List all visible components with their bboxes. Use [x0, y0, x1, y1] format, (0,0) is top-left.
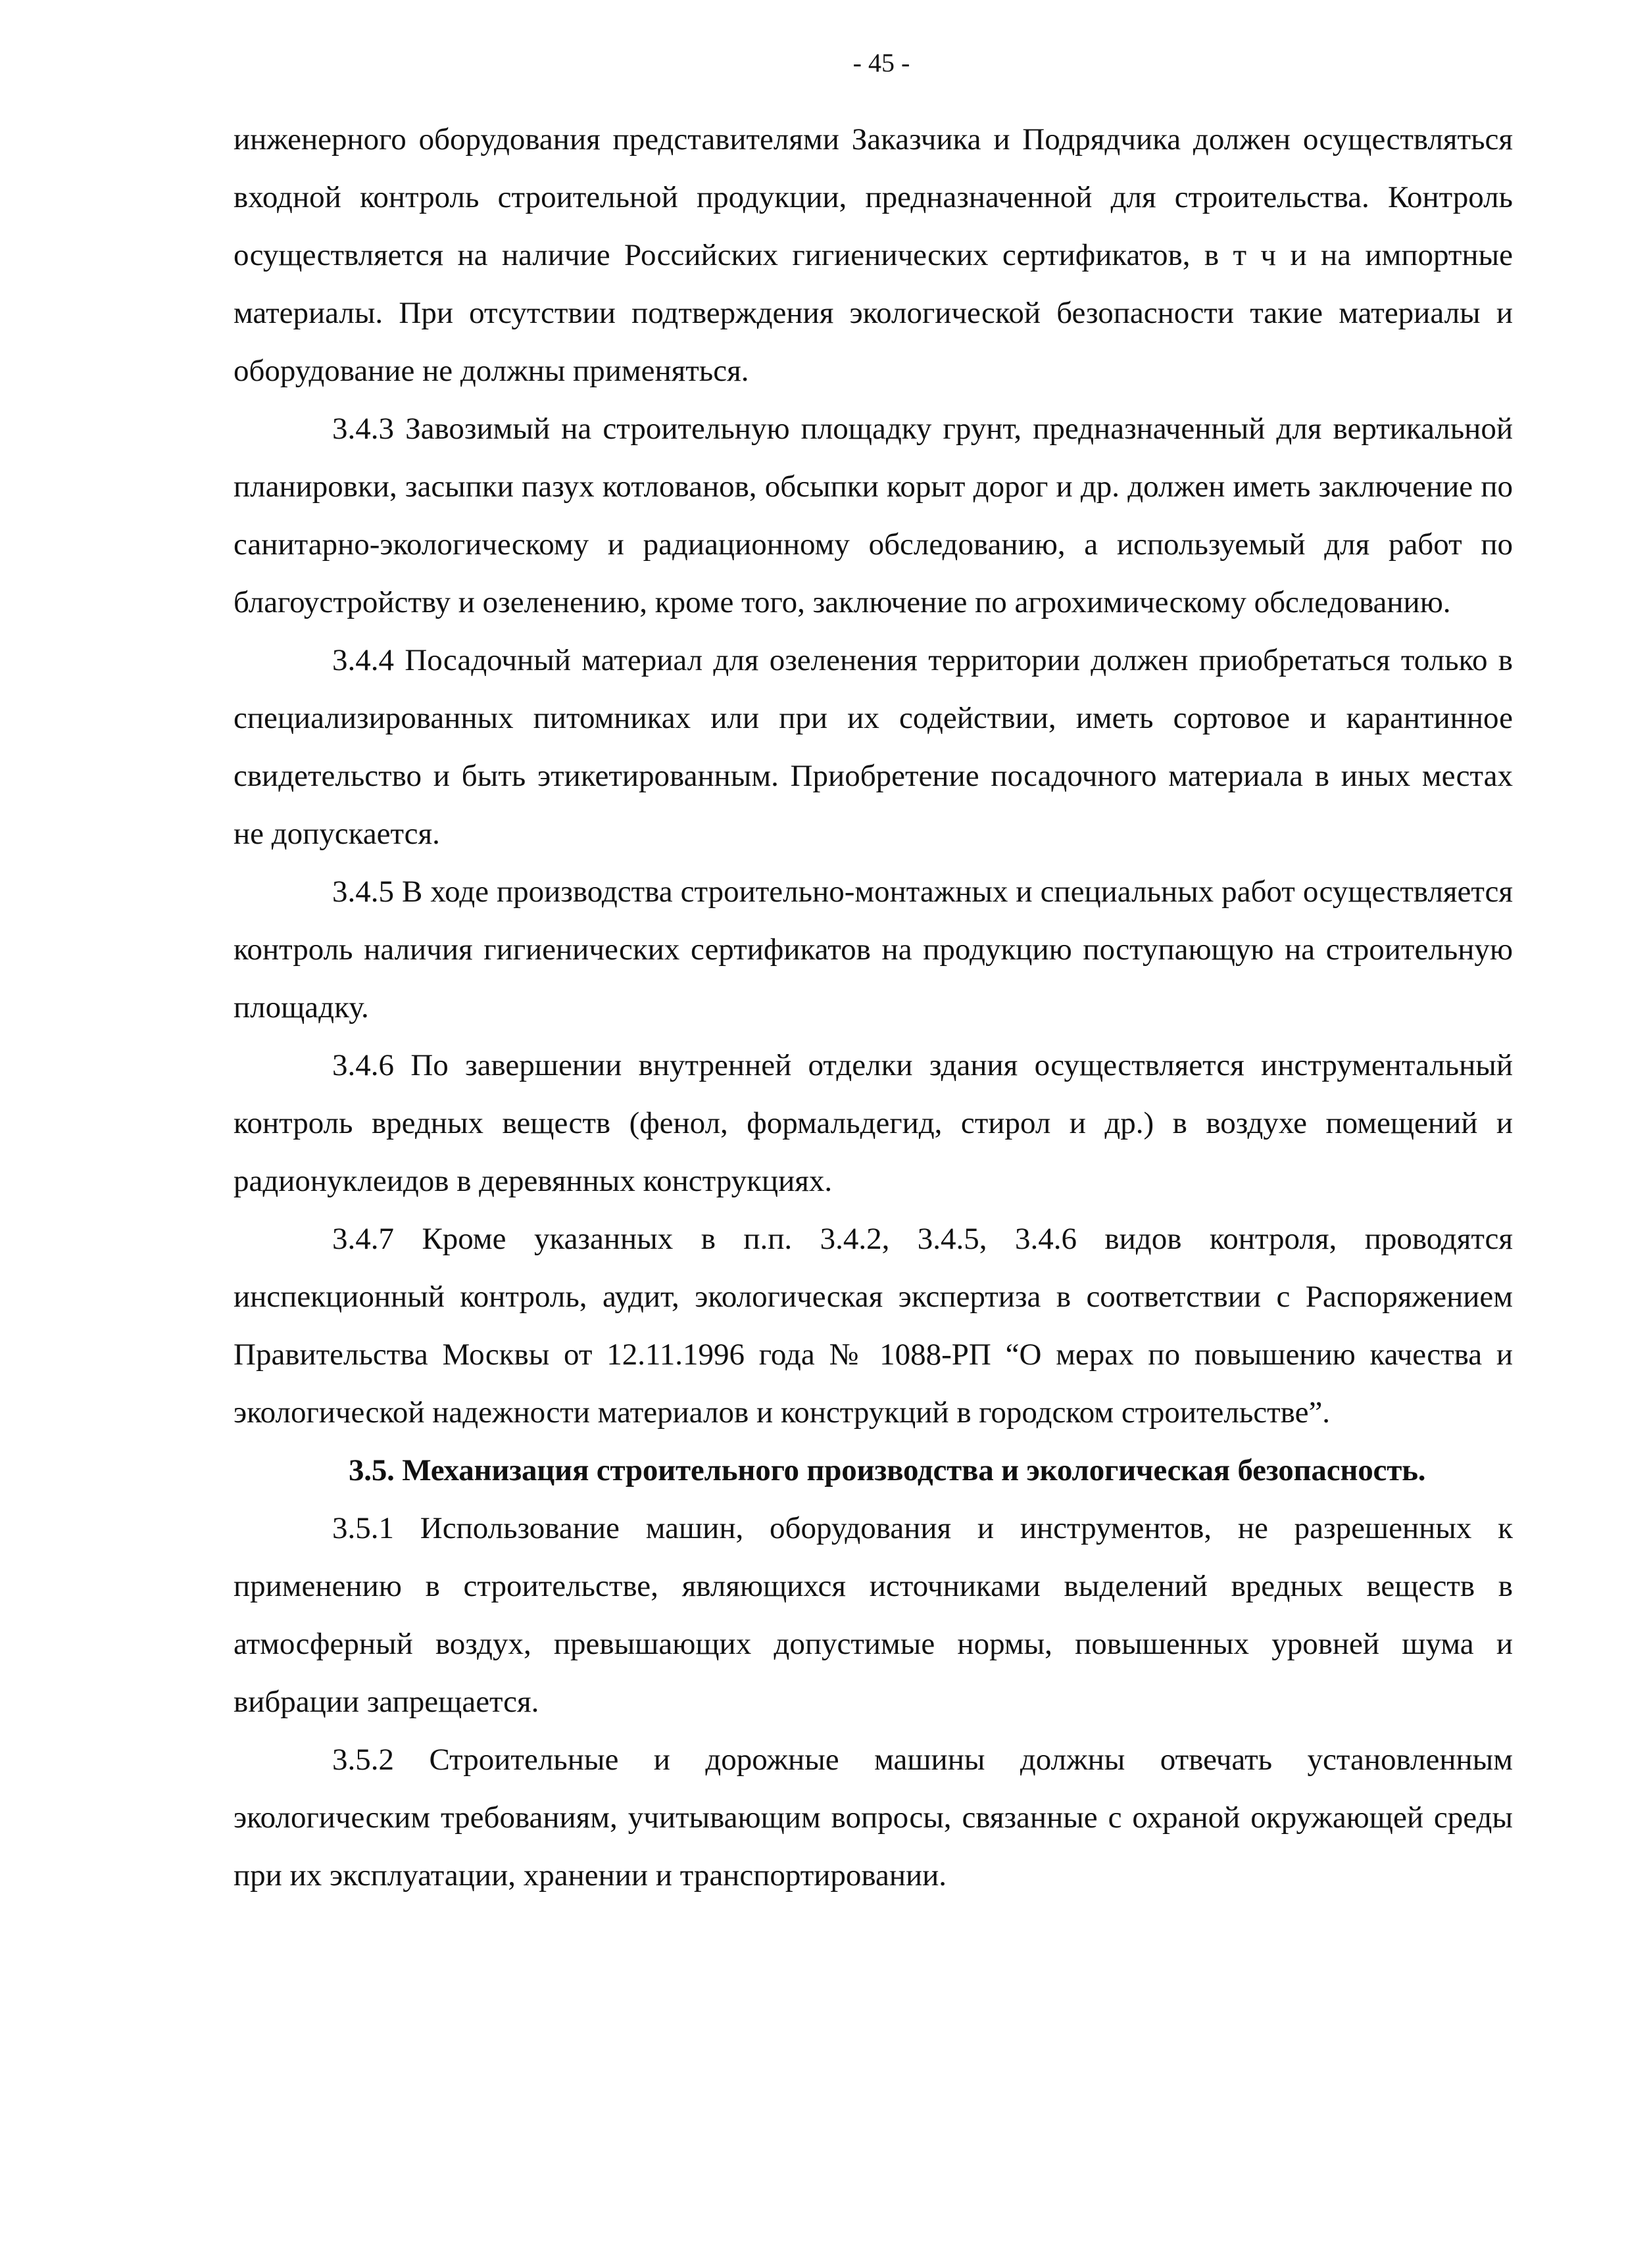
paragraph-continuation: инженерного оборудования представителями Заказчика и Подрядчика должен осуществляться входной контроль строительной продукции, предназначенной для строительства. Контроль осуществляется на наличие Российских гигиенических сертификатов, в т ч и на импортные материалы. При отсутствии подтверждения экологической безопасности такие материалы и оборудование не должны применяться. [234, 122, 1513, 388]
section-heading-3-5: 3.5. Механизация строительного производства и экологическая безопасность. [349, 1453, 1426, 1487]
paragraph-3-4-4: 3.4.4 Посадочный материал для озеленения территории должен приобретаться только в специализированных питомниках или при их содействии, иметь сортовое и карантинное свидетельство и быть этикетированным. Приобретение посадочного материала в иных местах не допускается. [234, 643, 1513, 851]
paragraph-3-5-1: 3.5.1 Использование машин, оборудования и инструментов, не разрешенных к применению в строительстве, являющихся источниками выделений вредных веществ в атмосферный воздух, превышающих допустимые нормы, повышенных уровней шума и вибрации запрещается. [234, 1511, 1513, 1719]
paragraph-3-4-7: 3.4.7 Кроме указанных в п.п. 3.4.2, 3.4.5, 3.4.6 видов контроля, проводятся инспекционный контроль, аудит, экологическая экспертиза в соответствии с Распоряжением Правительства Москвы от 12.11.1996 года № 1088-РП “О мерах по повышению качества и экологической надежности материалов и конструкций в городском строительстве”. [234, 1222, 1513, 1430]
paragraph-3-4-6: 3.4.6 По завершении внутренней отделки здания осуществляется инструментальный контроль вредных веществ (фенол, формальдегид, стирол и др.) в воздухе помещений и радионуклеидов в деревянных конструкциях. [234, 1048, 1513, 1198]
paragraph-3-4-3: 3.4.3 Завозимый на строительную площадку грунт, предназначенный для вертикальной планировки, засыпки пазух котлованов, обсыпки корыт дорог и др. должен иметь заключение по санитарно-экологическому и радиационному обследованию, а используемый для работ по благоустройству и озеленению, кроме того, заключение по агрохимическому обследованию. [234, 412, 1513, 619]
document-body [234, 110, 1513, 1904]
paragraph-3-5-2: 3.5.2 Строительные и дорожные машины должны отвечать установленным экологическим требованиям, учитывающим вопросы, связанные с охраной окружающей среды при их эксплуатации, хранении и транспортировании. [234, 1743, 1513, 1893]
paragraph-3-4-5: 3.4.5 В ходе производства строительно-монтажных и специальных работ осуществляется контроль наличия гигиенических сертификатов на продукцию поступающую на строительную площадку. [234, 875, 1513, 1025]
page-number: - 45 - [852, 48, 910, 78]
